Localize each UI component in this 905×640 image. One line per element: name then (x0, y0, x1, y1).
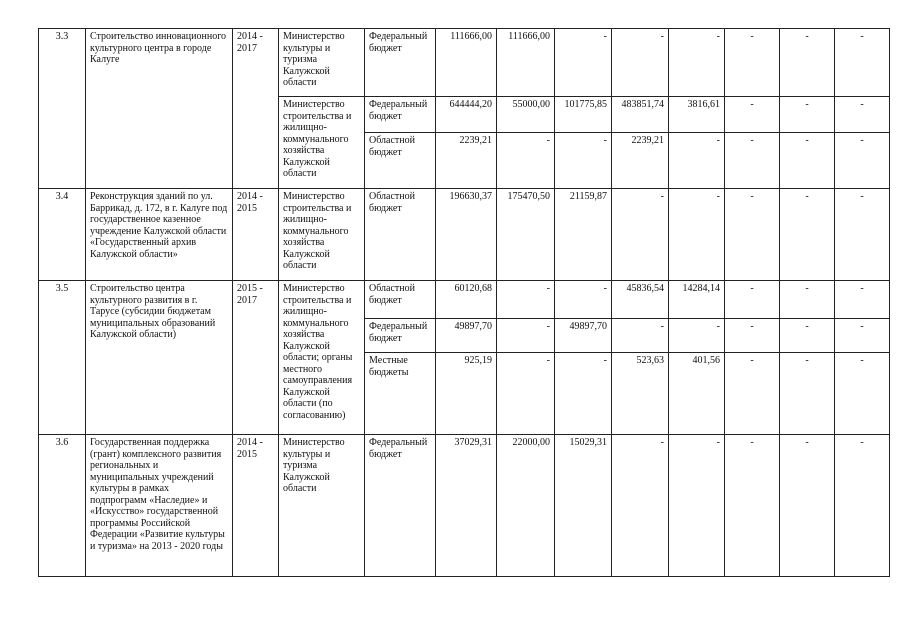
amount-cell: - (725, 281, 780, 319)
executor: Министерство культуры и туризма Калужской области (279, 29, 365, 97)
item-name: Строительство центра культурного развития в г. Тарусе (субсидии бюджетам муниципальных образований Калужской области) (86, 281, 233, 435)
amount-cell: 523,63 (612, 353, 669, 435)
funding-source: Федеральный бюджет (365, 29, 436, 97)
amount-cell: 37029,31 (436, 435, 497, 577)
item-number: 3.3 (39, 29, 86, 189)
amount-cell: 22000,00 (497, 435, 555, 577)
amount-cell: - (780, 189, 835, 281)
amount-cell: 401,56 (669, 353, 725, 435)
amount-cell: - (555, 281, 612, 319)
amount-cell: - (835, 319, 890, 353)
amount-cell: 49897,70 (436, 319, 497, 353)
item-years: 2014 - 2015 (233, 189, 279, 281)
amount-cell: - (835, 353, 890, 435)
amount-cell: 2239,21 (436, 133, 497, 189)
amount-cell: 60120,68 (436, 281, 497, 319)
amount-cell: 175470,50 (497, 189, 555, 281)
executor: Министерство строительства и жилищно-коммунального хозяйства Калужской области; органы местного самоуправления Калужской области (по согласованию) (279, 281, 365, 435)
amount-cell: 55000,00 (497, 97, 555, 133)
amount-cell: - (780, 29, 835, 97)
item-number: 3.6 (39, 435, 86, 577)
funding-source: Федеральный бюджет (365, 435, 436, 577)
amount-cell: - (669, 133, 725, 189)
amount-cell: - (497, 319, 555, 353)
amount-cell: 111666,00 (497, 29, 555, 97)
amount-cell: - (780, 319, 835, 353)
amount-cell: - (725, 319, 780, 353)
executor: Министерство культуры и туризма Калужской области (279, 435, 365, 577)
item-number: 3.5 (39, 281, 86, 435)
amount-cell: - (725, 133, 780, 189)
amount-cell: - (497, 133, 555, 189)
amount-cell: 196630,37 (436, 189, 497, 281)
amount-cell: - (725, 29, 780, 97)
funding-source: Областной бюджет (365, 281, 436, 319)
amount-cell: 111666,00 (436, 29, 497, 97)
amount-cell: 101775,85 (555, 97, 612, 133)
amount-cell: - (780, 97, 835, 133)
amount-cell: 644444,20 (436, 97, 497, 133)
amount-cell: - (725, 353, 780, 435)
amount-cell: - (725, 97, 780, 133)
item-years: 2014 - 2015 (233, 435, 279, 577)
funding-source: Областной бюджет (365, 189, 436, 281)
amount-cell: 3816,61 (669, 97, 725, 133)
amount-cell: - (555, 353, 612, 435)
funding-source: Местные бюджеты (365, 353, 436, 435)
amount-cell: - (555, 29, 612, 97)
amount-cell: - (612, 435, 669, 577)
amount-cell: - (669, 435, 725, 577)
executor: Министерство строительства и жилищно-коммунального хозяйства Калужской области (279, 189, 365, 281)
funding-source: Федеральный бюджет (365, 319, 436, 353)
amount-cell: - (835, 133, 890, 189)
amount-cell: 49897,70 (555, 319, 612, 353)
amount-cell: - (725, 189, 780, 281)
amount-cell: - (612, 29, 669, 97)
table-row (39, 29, 890, 97)
amount-cell: 21159,87 (555, 189, 612, 281)
amount-cell: - (612, 319, 669, 353)
table-row (39, 189, 890, 281)
amount-cell: 483851,74 (612, 97, 669, 133)
amount-cell: - (669, 189, 725, 281)
amount-cell: - (780, 281, 835, 319)
amount-cell: - (835, 281, 890, 319)
executor: Министерство строительства и жилищно-коммунального хозяйства Калужской области (279, 97, 365, 189)
amount-cell: - (780, 133, 835, 189)
item-name: Государственная поддержка (грант) комплексного развития региональных и муниципальных учреждений культуры в рамках подпрограмм «Наследие» и «Искусство» государственной программы Российской Федерации «Развитие культуры и туризма» на 2013 - 2020 годы (86, 435, 233, 577)
amount-cell: - (497, 353, 555, 435)
funding-source: Областной бюджет (365, 133, 436, 189)
amount-cell: - (780, 353, 835, 435)
amount-cell: - (725, 435, 780, 577)
amount-cell: 14284,14 (669, 281, 725, 319)
amount-cell: 2239,21 (612, 133, 669, 189)
amount-cell: 925,19 (436, 353, 497, 435)
item-years: 2014 - 2017 (233, 29, 279, 189)
table-row (39, 435, 890, 577)
item-number: 3.4 (39, 189, 86, 281)
item-years: 2015 - 2017 (233, 281, 279, 435)
amount-cell: 15029,31 (555, 435, 612, 577)
amount-cell: - (835, 29, 890, 97)
amount-cell: 45836,54 (612, 281, 669, 319)
amount-cell: - (555, 133, 612, 189)
amount-cell: - (835, 189, 890, 281)
amount-cell: - (835, 97, 890, 133)
amount-cell: - (612, 189, 669, 281)
item-name: Реконструкция зданий по ул. Баррикад, д. 172, в г. Калуге под государственное казенное учреждение Калужской области «Государственный архив Калужской области» (86, 189, 233, 281)
amount-cell: - (835, 435, 890, 577)
amount-cell: - (669, 319, 725, 353)
funding-source: Федеральный бюджет (365, 97, 436, 133)
table-body (39, 29, 890, 577)
table-row (39, 281, 890, 319)
budget-table (38, 28, 890, 577)
amount-cell: - (780, 435, 835, 577)
amount-cell: - (497, 281, 555, 319)
item-name: Строительство инновационного культурного центра в городе Калуге (86, 29, 233, 189)
amount-cell: - (669, 29, 725, 97)
